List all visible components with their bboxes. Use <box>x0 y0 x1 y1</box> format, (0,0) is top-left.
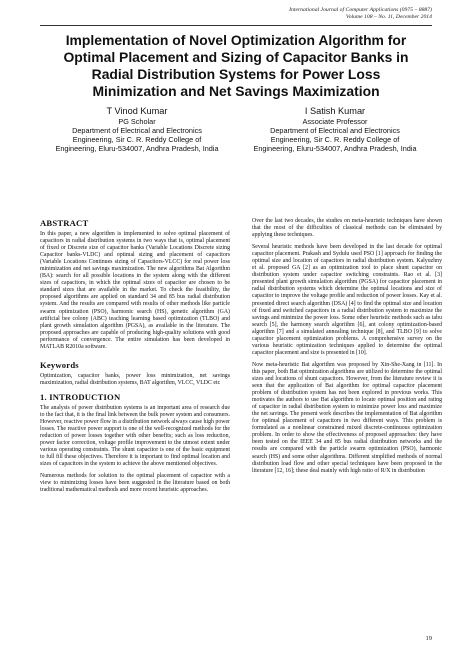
author-affiliation: Department of Electrical and Electronics <box>270 126 400 135</box>
introduction-heading: 1. INTRODUCTION <box>40 391 121 402</box>
keywords-heading: Keywords <box>40 359 79 370</box>
body-paragraph: Over the last two decades, the studies on meta-heuristic techniques have shown that the most of the difficulties of classical methods can be eliminated by applying these techniques. <box>252 218 442 239</box>
body-paragraph: Now meta-heuristic Bat algorithm was proposed by Xin-She-Xang in [11]. In this paper, both Bat optimization algorithms are utilized to determine the optimal sizes and locations of shunt capacitors. However, from the literature review it is seen that the application of Bat algorithm for optimal capacitor placement problem of distribution system has not been explored in previous works. This motivates the authors to use Bat algorithm to locate optimal position and rating of capacitor in radial distribution system to minimize power loss and maximize the net savings. The present work describes the implementation of Bat algorithm for optimal placement of capacitors in two different ways. This problem is formulated as a nonlinear constrained mixed discrete-continuous optimization problem. In order to show the effectiveness of proposed approaches: they have been tested on the IEEE 34 and 85 bus radial distribution networks and the results are compared with the particle swarm optimization (PSO), harmonic search (HS) and some other algorithms. Different simplified methods of normal distribution load flow and other special techniques have been proposed in the literature [12, 16]; these deal mainly with high ratio of R/X in distribution <box>252 361 442 474</box>
paper-title <box>40 32 432 100</box>
abstract-text: In this paper, a new algorithm is implemented to solve optimal placement of capacitors in radial distribution systems in two ways that is, optimal placement of fixed or Discrete size of capacitor banks (Variable Locations Discrete sizing Capacitor banks-VLDC) and optimal sizing and placement of capacitors (Variable Locations Continues sizing of Capacitors-VLCC) for real power loss minimization and net savings maximization. The new algorithms Bat Algorithm (BA): search for all possible locations in the system along with the different sizes of capacitors, in which the optimal sizes of capacitor are chosen to be standard sizes that are available in the market. To check the feasibility, the proposed algorithms are applied on standard 34 and 85 bus radial distribution system. And the results are compared with results of other methods like particle swarm optimization (PSO), harmonic search (HS), genetic algorithm (GA) artificial bee colony (ABC) teaching learning based optimization (TLBO) and plant growth simulation algorithm (PGSA), as available in the literature. The proposed approaches are capable of producing high-quality solutions with good performance of convergence. The entire simulation has been developed in MATLAB R2010a software. <box>40 231 230 350</box>
author-affiliation: Engineering, Sir C. R. Reddy College of <box>270 135 400 144</box>
abstract-heading: ABSTRACT <box>40 218 89 228</box>
intro-paragraph: Numerous methods for solution to the optimal placement of capacitor with a view to minimizing losses have been suggested in the literature based on both traditional mathematical methods and more recent heuristic approaches. <box>40 473 230 494</box>
author-name: I Satish Kumar <box>304 106 366 116</box>
header-rule <box>40 25 432 26</box>
author-role: Associate Professor <box>302 117 368 126</box>
journal-volume: Volume 108 – No. 11, December 2014 <box>345 14 432 20</box>
author-affiliation: Department of Electrical and Electronics <box>72 126 202 135</box>
author-location: Engineering, Eluru-534007, Andhra Pradesh, India <box>55 144 219 153</box>
keywords-text: Optimization, capacitor banks, power loss minimization, net savings maximization, radial distribution systems, BAT algorithm, VLCC, VLDC etc <box>40 372 230 386</box>
title-line: Radial Distribution Systems for Power Loss <box>91 66 381 82</box>
author-1 <box>40 106 234 153</box>
title-line: Optimal Placement and Sizing of Capacitor Banks in <box>63 49 409 65</box>
author-role: PG Scholar <box>118 117 156 126</box>
journal-name: International Journal of Computer Applications (0975 – 8887) <box>289 7 432 13</box>
author-location: Engineering, Eluru-534007, Andhra Pradesh, India <box>253 144 417 153</box>
author-affiliation: Engineering, Sir C. R. Reddy College of <box>72 135 202 144</box>
title-line: Minimization and Net Savings Maximization <box>92 83 380 99</box>
author-2 <box>238 106 432 153</box>
journal-header <box>132 7 432 21</box>
intro-paragraph: The analysis of power distribution systems is an important area of research due to the fact that, it is the final link between the bulk power system and consumers. However, reactive power flow in a distribution network always cause high power losses. The reactive power support is one of the well-recognized methods for the reduction of power losses together with other benefits; such as loss reduction, power factor correction, voltage profile improvement to the utmost extent under various operating constraints. The shunt capacitor is one of the basic equipment to full fill these objectives. Therefore it is important to find optimal location and sizes of capacitors in the system to achieve the above mentioned objectives. <box>40 404 230 468</box>
right-column <box>252 218 442 480</box>
body-paragraph: Several heuristic methods have been developed in the last decade for optimal capacitor placement. Prakash and Sydulu used PSO [1] approach for finding the optimal size and location of capacitors in radial distribution system. Kalyuzhny et al. proposed GA [2] as an optimization tool to place shunt capacitor on distribution system under capacitor switching constraints. Rao et al. [3] presented plant growth simulation algorithm (PGSA) for capacitor placement in radial distribution systems which determine the optimal locations and size of capacitor to improve the voltage profile and reduction of power losses. Kay et al. presented direct search algorithm (DSA) [4] to find the optimal size and location of fixed and switched capacitors in a radial distribution system to maximize the savings and minimize the power loss. Some other heuristic methods such as tabu search [5], the harmony search algorithm [6], ant colony optimization-based algorithm [7] and a simulated annealing technique [8], and TLBO [9] to solve capacitor placement optimization problems. A comprehensive survey on the various heuristic optimization techniques applied to determine the optimal capacitor placement and size is presented in [10]. <box>252 244 442 356</box>
author-block <box>40 106 432 153</box>
page-number: 19 <box>425 635 432 642</box>
title-line: Implementation of Novel Optimization Algorithm for <box>65 32 407 48</box>
left-column <box>40 218 230 499</box>
author-name: T Vinod Kumar <box>106 106 168 116</box>
